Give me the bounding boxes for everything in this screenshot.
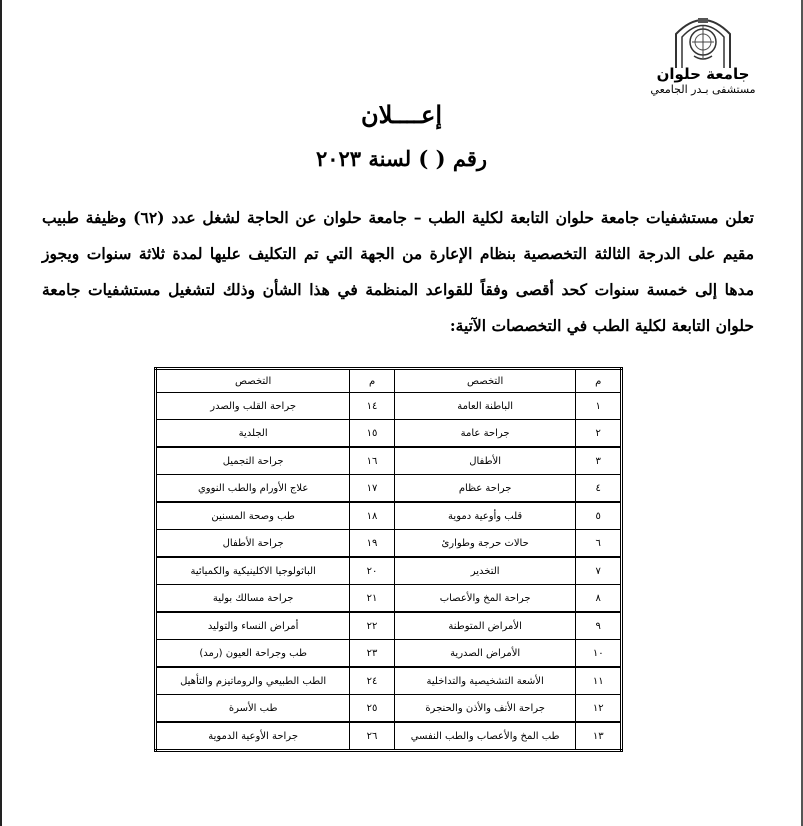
row-num: ٥	[576, 502, 622, 530]
row-num-2: ١٨	[350, 502, 395, 530]
announcement-number: رقم ( ) لسنة ٢٠٢٣	[315, 146, 488, 171]
row-num-2: ٢٥	[350, 695, 395, 723]
row-spec: الباطنة العامة	[394, 393, 576, 420]
row-spec-2: جراحة مسالك بولية	[156, 585, 350, 613]
announcement-paragraph: تعلن مستشفيات جامعة حلوان التابعة لكلية الطب – جامعة حلوان عن الحاجة لشغل عدد (٦٢) وظيفة طبيب مقيم على الدرجة الثالثة التخصصية بنظام الإعارة من الجهة التي تم التكليف عليها لمدة ثلاثة سنوات ويجوز مدها إلى خمسة سنوات كحد أقصى وفقاً للقواعد المنظمة في هذا الشأن وذلك لتشغيل مستشفيات جامعة حلوان التابعة لكلية الطب في التخصصات الآتية:	[42, 208, 754, 335]
row-num-2: ٢٦	[350, 722, 395, 751]
row-spec-2: طب وصحة المسنين	[156, 502, 350, 530]
row-spec-2: علاج الأورام والطب النووي	[156, 475, 350, 503]
table-header-row	[156, 369, 622, 393]
row-spec: التخدير	[394, 557, 576, 585]
row-spec: جراحة الأنف والأذن والحنجرة	[394, 695, 576, 723]
header-spec: التخصص	[394, 369, 576, 393]
row-num: ٨	[576, 585, 622, 613]
table-row	[156, 667, 622, 695]
header-spec-2: التخصص	[156, 369, 350, 393]
row-spec: جراحة عامة	[394, 420, 576, 448]
announcement-title: إعــــلان	[360, 100, 443, 129]
row-spec: جراحة المخ والأعصاب	[394, 585, 576, 613]
row-spec-2: جراحة الأطفال	[156, 530, 350, 558]
row-num: ٦	[576, 530, 622, 558]
header-num: م	[576, 369, 622, 393]
table-row	[156, 475, 622, 503]
row-num-2: ١٥	[350, 420, 395, 448]
row-num: ٩	[576, 612, 622, 640]
row-spec: حالات حرجة وطوارئ	[394, 530, 576, 558]
row-spec-2: جراحة التجميل	[156, 447, 350, 475]
row-spec: طب المخ والأعصاب والطب النفسي	[394, 722, 576, 751]
table-row	[156, 722, 622, 751]
row-num: ١٠	[576, 640, 622, 668]
row-spec-2: الجلدية	[156, 420, 350, 448]
row-spec-2: الباثولوجيا الاكلينيكية والكميائية	[156, 557, 350, 585]
row-spec-2: جراحة القلب والصدر	[156, 393, 350, 420]
table-row	[156, 502, 622, 530]
row-spec: الأمراض الصدرية	[394, 640, 576, 668]
table-row	[156, 695, 622, 723]
table-body	[156, 393, 622, 751]
row-spec: الأطفال	[394, 447, 576, 475]
row-num-2: ١٤	[350, 393, 395, 420]
row-num: ١٢	[576, 695, 622, 723]
row-num-2: ٢٤	[350, 667, 395, 695]
row-spec-2: جراحة الأوعية الدموية	[156, 722, 350, 751]
row-spec-2: أمراض النساء والتوليد	[156, 612, 350, 640]
university-logo	[648, 12, 758, 102]
row-num: ٤	[576, 475, 622, 503]
row-num-2: ١٩	[350, 530, 395, 558]
row-spec: الأمراض المتوطنة	[394, 612, 576, 640]
row-num: ٧	[576, 557, 622, 585]
row-num: ١١	[576, 667, 622, 695]
logo-subtitle: مستشفى بـدر الجامعي	[650, 83, 756, 96]
row-spec-2: الطب الطبيعي والروماتيزم والتأهيل	[156, 667, 350, 695]
row-num: ١٣	[576, 722, 622, 751]
table-row	[156, 557, 622, 585]
table-row	[156, 447, 622, 475]
row-spec: جراحة عظام	[394, 475, 576, 503]
row-spec-2: طب الأسرة	[156, 695, 350, 723]
row-num: ١	[576, 393, 622, 420]
row-num-2: ١٧	[350, 475, 395, 503]
table-row	[156, 393, 622, 420]
seal-icon	[668, 12, 738, 68]
logo-name: جامعة حلوان	[656, 65, 750, 83]
row-num: ٣	[576, 447, 622, 475]
table-row	[156, 530, 622, 558]
row-num-2: ٢١	[350, 585, 395, 613]
row-num-2: ٢٣	[350, 640, 395, 668]
specialties-table	[154, 367, 623, 752]
row-spec: قلب وأوعية دموية	[394, 502, 576, 530]
row-num-2: ٢٢	[350, 612, 395, 640]
row-num-2: ٢٠	[350, 557, 395, 585]
table-row	[156, 585, 622, 613]
row-spec: الأشعة التشخيصية والتداخلية	[394, 667, 576, 695]
row-num: ٢	[576, 420, 622, 448]
row-num-2: ١٦	[350, 447, 395, 475]
table-row	[156, 612, 622, 640]
row-spec-2: طب وجراحة العيون (رمد)	[156, 640, 350, 668]
table-row	[156, 640, 622, 668]
header-num-2: م	[350, 369, 395, 393]
table-row	[156, 420, 622, 448]
